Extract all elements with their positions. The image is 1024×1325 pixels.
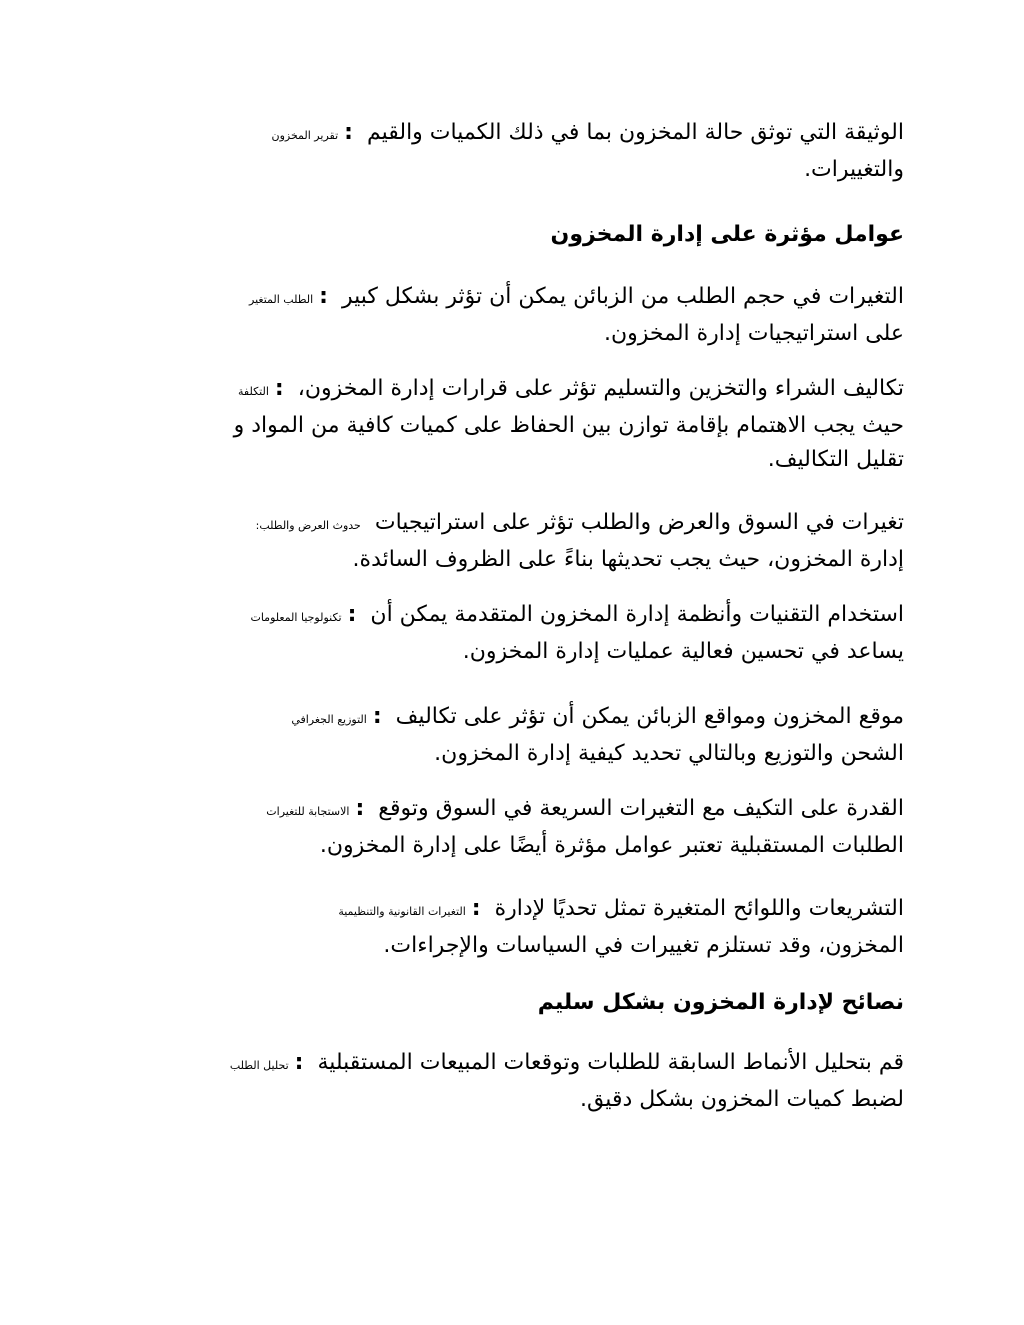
factor-line-2: حيث يجب الاهتمام بإقامة توازن بين الحفاظ على كميات كافية من المواد و — [233, 413, 904, 438]
factor-line-1 — [140, 280, 904, 317]
factor-term: حدوث العرض والطلب: — [255, 519, 361, 532]
factor-text: استخدام التقنيات وأنظمة إدارة المخزون المتقدمة يمكن أن — [370, 602, 904, 627]
factor-variable-demand — [140, 280, 904, 351]
colon-mark: : — [319, 284, 328, 309]
factor-term: الطلب المتغير — [249, 293, 314, 306]
definition-text: الوثيقة التي توثق حالة المخزون بما في ذلك الكميات والقيم — [366, 120, 904, 145]
tip-term: تحليل الطلب — [229, 1059, 289, 1072]
colon-mark: : — [274, 376, 284, 401]
definition-inventory-report — [140, 116, 904, 187]
factor-text: تكاليف الشراء والتخزين والتسليم تؤثر على قرارات إدارة المخزون، — [297, 376, 904, 401]
definition-term: تقرير المخزون — [271, 129, 339, 142]
factor-line-1 — [140, 700, 904, 737]
factor-term: التكلفة — [238, 385, 269, 398]
factor-text: التغيرات في حجم الطلب من الزبائن يمكن أن تؤثر بشكل كبير — [341, 284, 904, 309]
factor-line-2: يساعد في تحسين فعالية عمليات إدارة المخزون. — [462, 639, 904, 664]
factor-term: التغيرات القانونية والتنظيمية — [338, 905, 466, 918]
factor-geographic-distribution — [140, 700, 904, 771]
factor-line-2: على استراتيجيات إدارة المخزون. — [604, 321, 904, 346]
factor-line-2: الطلبات المستقبلية تعتبر عوامل مؤثرة أيضًا على إدارة المخزون. — [319, 833, 904, 858]
tip-demand-analysis — [140, 1046, 904, 1117]
colon-mark: : — [372, 704, 382, 729]
definition-line-2: والتغييرات. — [804, 157, 904, 182]
tip-line-2: لضبط كميات المخزون بشكل دقيق. — [579, 1087, 904, 1112]
colon-mark: : — [344, 120, 353, 145]
definition-line-1 — [140, 116, 904, 153]
factor-supply-demand — [140, 506, 904, 577]
factor-responsiveness — [140, 792, 904, 863]
factor-term: تكنولوجيا المعلومات — [250, 611, 342, 624]
factor-line-1 — [140, 598, 904, 635]
factor-line-1 — [140, 372, 904, 409]
colon-mark: : — [347, 602, 357, 627]
factor-term: الاستجابة للتغيرات — [266, 805, 350, 818]
factor-line-1 — [140, 506, 904, 543]
colon-mark: : — [471, 896, 481, 921]
factor-line-3: تقليل التكاليف. — [767, 447, 904, 472]
factor-text: القدرة على التكيف مع التغيرات السريعة في السوق وتوقع — [378, 796, 904, 821]
factor-cost — [140, 372, 904, 477]
factor-text: تغيرات في السوق والعرض والطلب تؤثر على استراتيجيات — [374, 510, 904, 535]
factor-line-1 — [140, 892, 904, 929]
factor-information-technology — [140, 598, 904, 669]
factor-term: التوزيع الجغرافي — [291, 713, 367, 726]
factor-line-2: المخزون، وقد تستلزم تغييرات في السياسات والإجراءات. — [383, 933, 904, 958]
factor-line-2: الشحن والتوزيع وبالتالي تحديد كيفية إدارة المخزون. — [434, 741, 904, 766]
factor-text: التشريعات واللوائح المتغيرة تمثل تحديًا لإدارة — [494, 896, 904, 921]
colon-mark: : — [355, 796, 365, 821]
factor-line-1 — [140, 792, 904, 829]
factor-text: موقع المخزون ومواقع الزبائن يمكن أن تؤثر على تكاليف — [395, 704, 904, 729]
factor-line-2: إدارة المخزون، حيث يجب تحديثها بناءً على الظروف السائدة. — [352, 547, 904, 572]
colon-mark: : — [294, 1050, 304, 1075]
factor-legal-regulatory — [140, 892, 904, 963]
tip-text: قم بتحليل الأنماط السابقة للطلبات وتوقعات المبيعات المستقبلية — [317, 1050, 904, 1075]
section-heading-tips: نصائح لإدارة المخزون بشكل سليم — [537, 990, 904, 1015]
section-heading-factors: عوامل مؤثرة على إدارة المخزون — [550, 222, 904, 247]
tip-line-1 — [140, 1046, 904, 1083]
